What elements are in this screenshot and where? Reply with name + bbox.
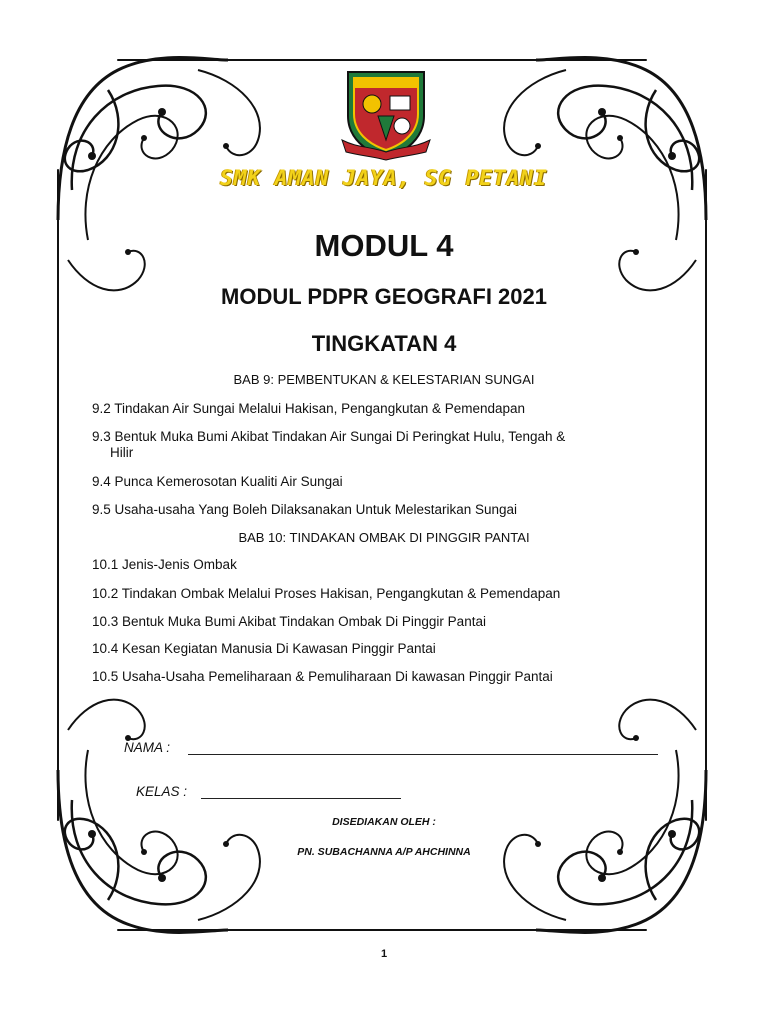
chapter-9-heading: BAB 9: PEMBENTUKAN & KELESTARIAN SUNGAI: [233, 372, 535, 387]
prepared-by-label: DISEDIAKAN OLEH :: [332, 816, 436, 828]
school-name: SMK AMAN JAYA, SG PETANI: [220, 166, 548, 190]
author-name: PN. SUBACHANNA A/P AHCHINNA: [297, 846, 471, 858]
topic-item: [92, 474, 652, 490]
topic-item: [92, 401, 652, 417]
topic-text: 9.3 Bentuk Muka Bumi Akibat Tindakan Air Sungai Di Peringkat Hulu, Tengah &: [92, 429, 566, 444]
module-title: MODUL 4: [314, 228, 454, 263]
topic-item: 10.2 Tindakan Ombak Melalui Proses Hakisan, Pengangkutan & Pemendapan: [92, 586, 561, 601]
name-label: NAMA :: [124, 740, 171, 755]
topic-text: 9.4 Punca Kemerosotan Kualiti Air Sungai: [92, 474, 343, 489]
class-field-line[interactable]: [201, 798, 401, 799]
topic-item: [92, 429, 652, 461]
topic-item: 10.5 Usaha-Usaha Pemeliharaan & Pemuliharaan Di kawasan Pinggir Pantai: [92, 669, 553, 684]
topic-text: 9.5 Usaha-usaha Yang Boleh Dilaksanakan Untuk Melestarikan Sungai: [92, 502, 518, 517]
name-field-line[interactable]: [188, 754, 658, 755]
class-label: KELAS :: [136, 784, 188, 799]
topic-item: 10.1 Jenis-Jenis Ombak: [92, 557, 237, 572]
module-subtitle: MODUL PDPR GEOGRAFI 2021: [221, 284, 547, 309]
topic-item: 10.3 Bentuk Muka Bumi Akibat Tindakan Ombak Di Pinggir Pantai: [92, 614, 486, 629]
topic-text-continued: Hilir: [110, 445, 134, 460]
chapter-10-heading: BAB 10: TINDAKAN OMBAK DI PINGGIR PANTAI: [238, 530, 530, 545]
topic-item: [92, 502, 652, 518]
page-number: 1: [380, 948, 388, 960]
school-crest-logo: [338, 66, 434, 162]
topic-text: 9.2 Tindakan Air Sungai Melalui Hakisan, Pengangkutan & Pemendapan: [92, 401, 526, 416]
topic-item: 10.4 Kesan Kegiatan Manusia Di Kawasan Pinggir Pantai: [92, 641, 436, 656]
form-level: TINGKATAN 4: [311, 331, 457, 356]
